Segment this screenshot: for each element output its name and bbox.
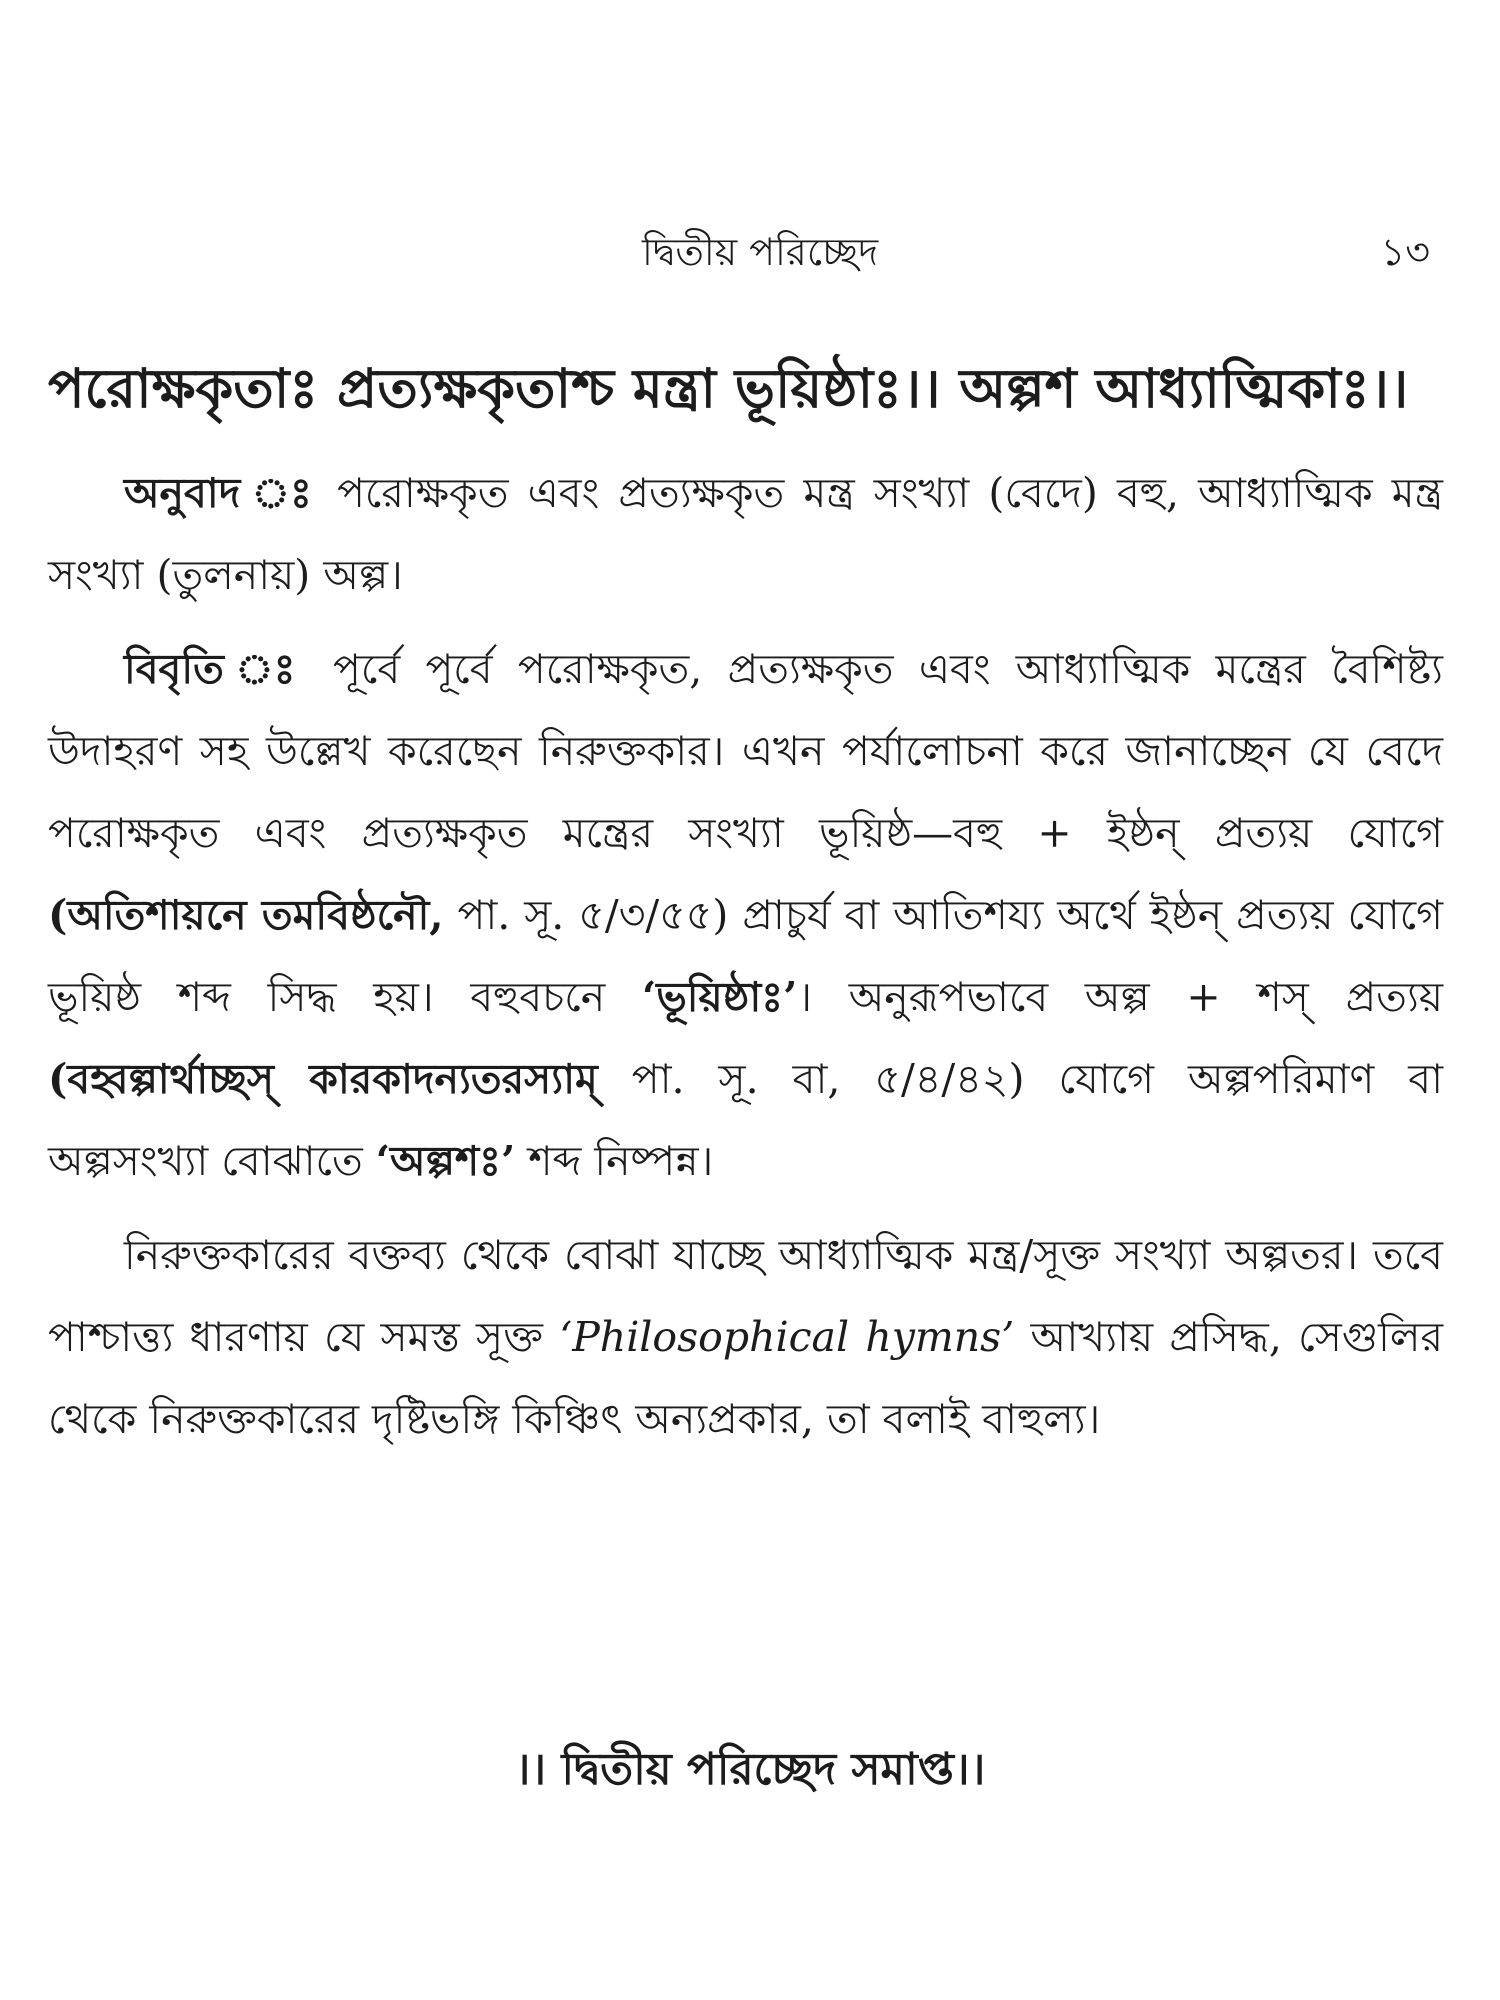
commentary-paragraph [48, 628, 1443, 1202]
conclusion-text: আখ্যায় প্রসিদ্ধ, সেগুলির থেকে নিরুক্তকারের দৃষ্টিভঙ্গি কিঞ্চিৎ অন্যপ্রকার, তা বলাই বাহুল্য। [48, 1313, 1444, 1443]
grammar-rule-citation: (বহ্বল্পার্থাচ্ছস্ কারকাদন্যতরস্যাম্ [48, 1055, 598, 1103]
commentary-text: । অনুরূপভাবে অল্প + শস্ প্রত্যয় [797, 973, 1443, 1021]
highlighted-word: ‘অল্পশঃ’ [375, 1137, 516, 1185]
english-term: ‘Philosophical hymns’ [559, 1313, 1015, 1361]
highlighted-word: ‘ভূয়িষ্ঠাঃ’ [641, 973, 798, 1021]
running-title: দ্বিতীয় পরিচ্ছেদ [641, 230, 879, 274]
commentary-text: পূর্বে পূর্বে পরোক্ষকৃত, প্রত্যক্ষকৃত এবং আধ্যাত্মিক মন্ত্রের বৈশিষ্ট্য উদাহরণ সহ উল্লেখ করেছেন নিরুক্তকার। এখন পর্যালোচনা করে জানাচ্ছেন যে বেদে পরোক্ষকৃত এবং প্রত্যক্ষকৃত মন্ত্রের সংখ্যা ভূয়িষ্ঠ—বহু + ইষ্ঠন্ প্রত্যয় যোগে [48, 645, 1443, 857]
translation-label: অনুবাদ ঃ [124, 469, 318, 517]
conclusion-text: নিরুক্তকারের বক্তব্য থেকে বোঝা যাচ্ছে আধ্যাত্মিক মন্ত্র/সূক্ত সংখ্যা অল্পতর। তবে পাশ্চাত্ত্য ধারণায় যে সমস্ত সূক্ত [48, 1231, 1443, 1361]
conclusion-paragraph [48, 1214, 1443, 1460]
commentary-text: শব্দ নিষ্পন্ন। [515, 1137, 714, 1185]
commentary-text: পা. সূ. বা, ৫/৪/৪২) যোগে অল্পপরিমাণ বা অল্পসংখ্যা বোঝাতে [48, 1055, 1443, 1185]
sanskrit-verse: পরোক্ষকৃতাঃ প্রত্যক্ষকৃতাশ্চ মন্ত্রা ভূয়িষ্ঠাঃ।। অল্পশ আধ্যাত্মিকাঃ।। [48, 356, 1409, 420]
running-header [0, 222, 1500, 282]
translation-paragraph [48, 452, 1443, 616]
grammar-rule-citation: (অতিশায়নে তমবিষ্ঠনৌ, [48, 891, 444, 939]
translation-text: পরোক্ষকৃত এবং প্রত্যক্ষকৃত মন্ত্র সংখ্যা (বেদে) বহু, আধ্যাত্মিক মন্ত্র সংখ্যা (তুলনায়) অল্প। [48, 469, 1443, 599]
page-number: ১৩ [1380, 230, 1430, 274]
commentary-label: বিবৃতি ঃ [124, 645, 308, 693]
body-text [48, 340, 1443, 1472]
chapter-end-marker: ।। দ্বিতীয় পরিচ্ছেদ সমাপ্ত।। [514, 1744, 986, 1795]
commentary-text: পা. সূ. ৫/৩/৫৫) প্রাচুর্য বা আতিশয্য অর্থে ইষ্ঠন্ প্রত্যয় যোগে ভূয়িষ্ঠ শব্দ সিদ্ধ হয়। বহুবচনে [48, 891, 1443, 1021]
